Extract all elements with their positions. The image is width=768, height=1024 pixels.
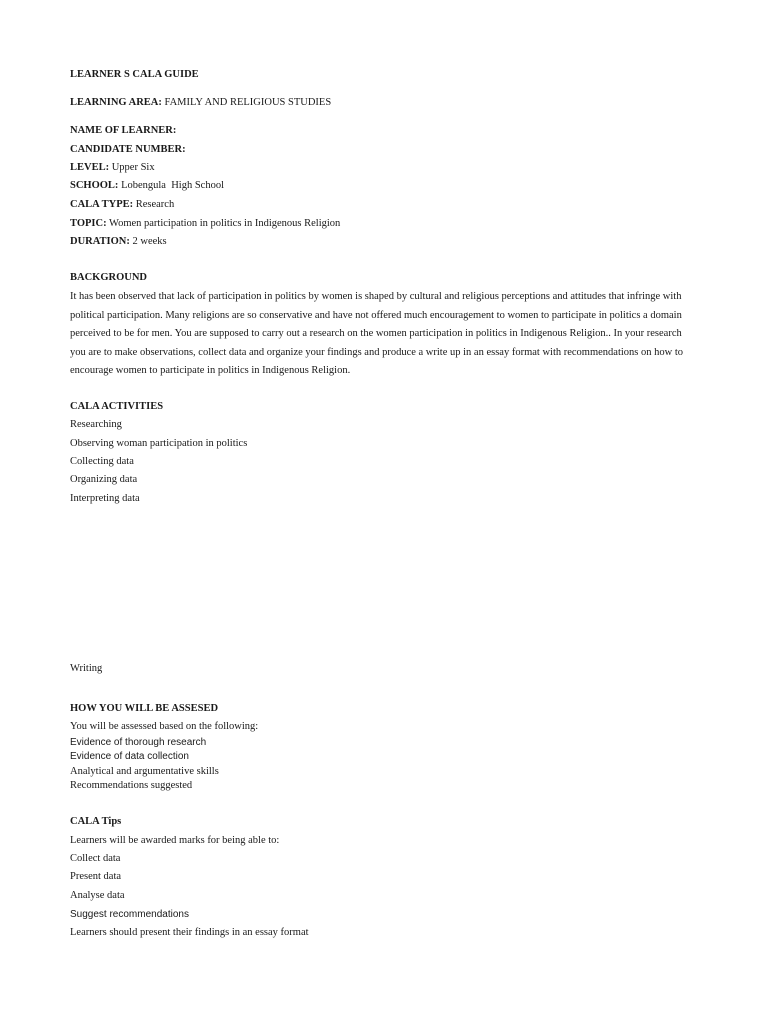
duration-value: 2 weeks bbox=[132, 236, 167, 247]
level-value: Upper Six bbox=[111, 162, 155, 173]
assessment-item: Evidence of data collection bbox=[70, 751, 189, 762]
tips-item: Present data bbox=[70, 871, 122, 882]
cala-activities-heading: CALA ACTIVITIES bbox=[70, 401, 164, 412]
tips-item: Suggest recommendations bbox=[70, 909, 189, 920]
assessment-intro: You will be assessed based on the following: bbox=[70, 721, 259, 732]
activity-writing: Writing bbox=[70, 663, 103, 674]
background-paragraph: It has been observed that lack of participation in politics by women is shaped by cultural and religious perceptions and attitudes that infringe with political participation. Many religions are so conservative and have not offered much encouragement to women to participate in politics a domain perceived to be for men. You are supposed to carry out a research on the women participation in politics in Indigenous Religion.. In your research you are to make observations, collect data and organize your findings and produce a write up in an essay format with recommendations on how to encourage women to participate in politics in Indigenous Religion. bbox=[70, 291, 684, 376]
tips-item: Learners should present their findings in an essay format bbox=[70, 927, 309, 938]
duration-label: DURATION: bbox=[70, 236, 130, 247]
school-line bbox=[70, 179, 224, 193]
learning-area-line bbox=[70, 96, 331, 110]
level-line bbox=[70, 161, 155, 175]
tips-heading: CALA Tips bbox=[70, 816, 122, 827]
assessment-heading: HOW YOU WILL BE ASSESED bbox=[70, 703, 219, 714]
cala-type-label: CALA TYPE: bbox=[70, 199, 134, 210]
level-label: LEVEL: bbox=[70, 162, 110, 173]
tips-item: Collect data bbox=[70, 853, 121, 864]
activity-item: Interpreting data bbox=[70, 493, 140, 504]
assessment-item: Analytical and argumentative skills bbox=[70, 766, 219, 777]
learning-area-label: LEARNING AREA: bbox=[70, 97, 162, 108]
tips-item: Analyse data bbox=[70, 890, 125, 901]
assessment-item: Evidence of thorough research bbox=[70, 737, 207, 748]
topic-label: TOPIC: bbox=[70, 218, 107, 229]
school-label: SCHOOL: bbox=[70, 180, 119, 191]
guide-title: LEARNER S CALA GUIDE bbox=[70, 69, 199, 80]
cala-type-value: Research bbox=[135, 199, 175, 210]
activity-item: Researching bbox=[70, 419, 122, 430]
candidate-number-label: CANDIDATE NUMBER: bbox=[70, 144, 186, 155]
assessment-item: Recommendations suggested bbox=[70, 780, 193, 791]
name-of-learner-label: NAME OF LEARNER: bbox=[70, 125, 177, 136]
learning-area-value: FAMILY AND RELIGIOUS STUDIES bbox=[164, 97, 332, 108]
activity-item: Organizing data bbox=[70, 474, 138, 485]
cala-type-line bbox=[70, 198, 174, 212]
duration-line bbox=[70, 235, 167, 249]
tips-intro: Learners will be awarded marks for being able to: bbox=[70, 835, 280, 846]
activity-item: Collecting data bbox=[70, 456, 134, 467]
topic-value: Women participation in politics in Indigenous Religion bbox=[109, 218, 341, 229]
activity-item: Observing woman participation in politics bbox=[70, 438, 248, 449]
school-value: Lobengula High School bbox=[121, 180, 225, 191]
background-heading: BACKGROUND bbox=[70, 272, 148, 283]
topic-line bbox=[70, 217, 340, 231]
